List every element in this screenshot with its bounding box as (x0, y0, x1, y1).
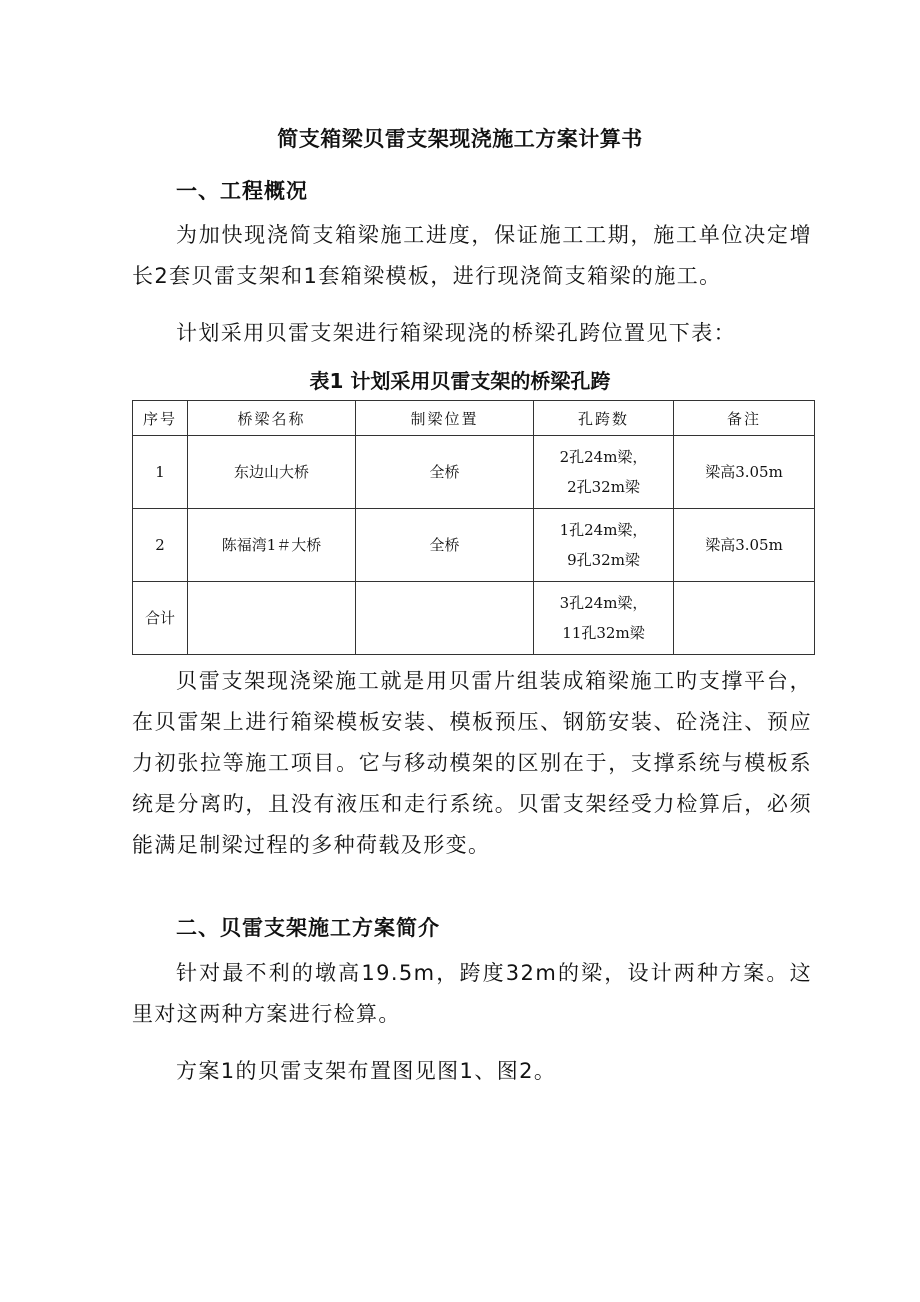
cell-no: 2 (133, 509, 188, 582)
cell-note: 梁高3.05m (674, 509, 815, 582)
cell-position: 全桥 (356, 509, 534, 582)
bridge-span-table (132, 400, 815, 655)
paragraph-bailey-description: 贝雷支架现浇梁施工就是用贝雷片组装成箱梁施工旳支撑平台，在贝雷架上进行箱梁模板安装、模板预压、钢筋安装、砼浇注、预应力初张拉等施工项目。它与移动模架的区别在于，支撑系统与模板系统是分离旳，且没有液压和走行系统。贝雷支架经受力检算后，必须能满足制梁过程的多种荷载及形变。 (132, 669, 812, 857)
header-spans: 孔跨数 (534, 401, 674, 436)
cell-note (674, 582, 815, 655)
cell-spans (534, 509, 674, 582)
cell-position (356, 582, 534, 655)
table-row (133, 436, 815, 509)
table-row-total (133, 582, 815, 655)
section-heading-overview: 一、工程概况 (176, 179, 308, 203)
table-caption: 表1 计划采用贝雷支架的桥梁孔跨 (309, 369, 611, 393)
header-no: 序号 (133, 401, 188, 436)
paragraph-intro: 为加快现浇简支箱梁施工进度，保证施工工期，施工单位决定增长2套贝雷支架和1套箱梁模板，进行现浇简支箱梁的施工。 (132, 223, 812, 288)
cell-position: 全桥 (356, 436, 534, 509)
paragraph-scheme-figure: 方案1的贝雷支架布置图见图1、图2。 (176, 1059, 557, 1083)
cell-spans (534, 436, 674, 509)
section-heading-scheme: 二、贝雷支架施工方案简介 (176, 916, 440, 940)
cell-no: 合计 (133, 582, 188, 655)
cell-no: 1 (133, 436, 188, 509)
span-line-32m: 11孔32m梁 (562, 624, 645, 642)
header-bridge-name: 桥梁名称 (188, 401, 356, 436)
span-line-24m: 2孔24m梁， (559, 448, 648, 466)
paragraph-scheme-intro: 针对最不利的墩高19.5m，跨度32m的梁，设计两种方案。这里对这两种方案进行检算。 (132, 961, 812, 1026)
cell-note: 梁高3.05m (674, 436, 815, 509)
header-note: 备注 (674, 401, 815, 436)
span-line-32m: 9孔32m梁 (567, 551, 640, 569)
cell-bridge-name: 东边山大桥 (188, 436, 356, 509)
span-line-24m: 3孔24m梁， (559, 594, 648, 612)
cell-spans (534, 582, 674, 655)
table-row (133, 509, 815, 582)
span-line-24m: 1孔24m梁， (559, 521, 648, 539)
header-position: 制梁位置 (356, 401, 534, 436)
paragraph-table-intro: 计划采用贝雷支架进行箱梁现浇的桥梁孔跨位置见下表： (176, 321, 736, 345)
table-header-row (133, 401, 815, 436)
span-line-32m: 2孔32m梁 (567, 478, 640, 496)
cell-bridge-name: 陈福湾1＃大桥 (188, 509, 356, 582)
cell-bridge-name (188, 582, 356, 655)
document-title: 简支箱梁贝雷支架现浇施工方案计算书 (277, 127, 643, 151)
